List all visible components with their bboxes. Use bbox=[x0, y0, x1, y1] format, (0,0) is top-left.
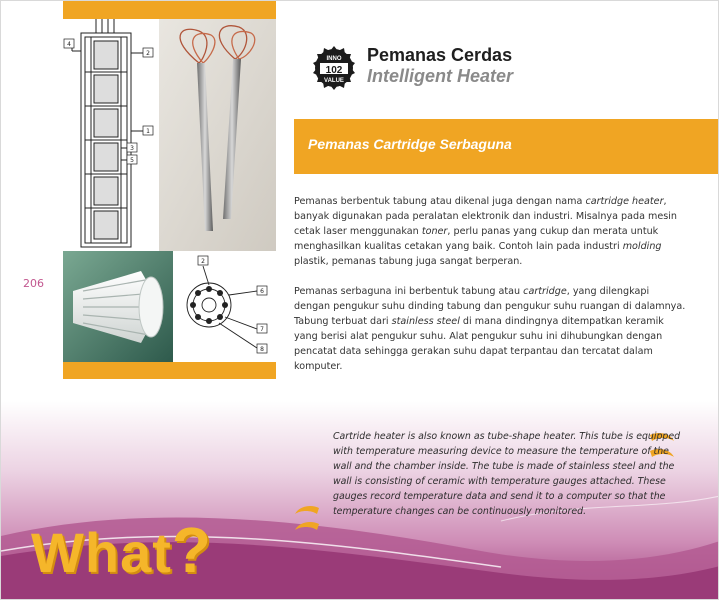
open-quote-icon bbox=[293, 504, 321, 544]
diagram-label-2: 2 bbox=[146, 50, 150, 57]
badge-line1: INNO bbox=[326, 56, 342, 62]
badge-line2: 102 bbox=[325, 65, 343, 76]
heater-rods-photo bbox=[159, 19, 276, 251]
page-number: 206 bbox=[23, 277, 44, 290]
ceramic-core-photo bbox=[63, 251, 173, 362]
section-title: Pemanas Cartridge Serbaguna bbox=[308, 136, 512, 152]
inno-value-badge bbox=[311, 45, 357, 91]
question-mark: ? bbox=[171, 514, 212, 586]
body-paragraph-1: Pemanas berbentuk tabung atau dikenal juga dengan nama cartridge heater, banyak digunakan pada peralatan elektronik dan industri. Misalnya pada mesin cetak laser menggunakan toner, perlu panas yang cukup dan merata untuk menghasilkan kualitas cetakan yang baik. Contoh lain pada industri molding plastik, pemanas tabung juga sangat berperan. bbox=[294, 196, 677, 267]
what-word-text: What bbox=[31, 521, 172, 584]
title-indonesian: Pemanas Cerdas bbox=[367, 45, 513, 65]
cross-label-2: 2 bbox=[201, 258, 205, 265]
english-summary: Cartride heater is also known as tube-shape heater. This tube is equipped with temperature measuring device to measure the temperature of the wall and the chamber inside. The tube is made of stainless steel and the wall is consisting of ceramic with temperature gauges attached. These gauges record temperature data and send it to a computer so that the temperature changes can be continuously monitored. bbox=[333, 431, 681, 517]
diagram-label-5: 5 bbox=[130, 157, 134, 164]
what-heading bbox=[31, 514, 212, 586]
diagram-label-1: 1 bbox=[146, 128, 150, 135]
bottom-accent-bar bbox=[63, 362, 276, 379]
cross-label-8: 8 bbox=[260, 346, 264, 353]
badge-line3: VALUE bbox=[324, 78, 344, 84]
cartridge-diagram bbox=[63, 19, 159, 251]
diagram-label-3: 3 bbox=[130, 145, 134, 152]
cross-section-diagram bbox=[173, 251, 276, 362]
top-accent-bar bbox=[63, 1, 276, 19]
cross-label-7: 7 bbox=[260, 326, 264, 333]
title-english: Intelligent Heater bbox=[367, 66, 514, 86]
cross-label-6: 6 bbox=[260, 288, 264, 295]
diagram-label-4: 4 bbox=[67, 41, 71, 48]
body-paragraph-2: Pemanas serbaguna ini berbentuk tabung atau cartridge, yang dilengkapi dengan pengukur suhu dinding tabung dan pengukur suhu ruangan di dalamnya. Tabung terbuat dari stainless steel di mana dindingnya ditempatkan keramik yang berisi alat pengukur suhu. Alat pengukur suhu ini dihubungkan dengan pencatat data sehingga gerakan suhu dapat terpantau dan tercatat dalam komputer. bbox=[294, 286, 686, 372]
